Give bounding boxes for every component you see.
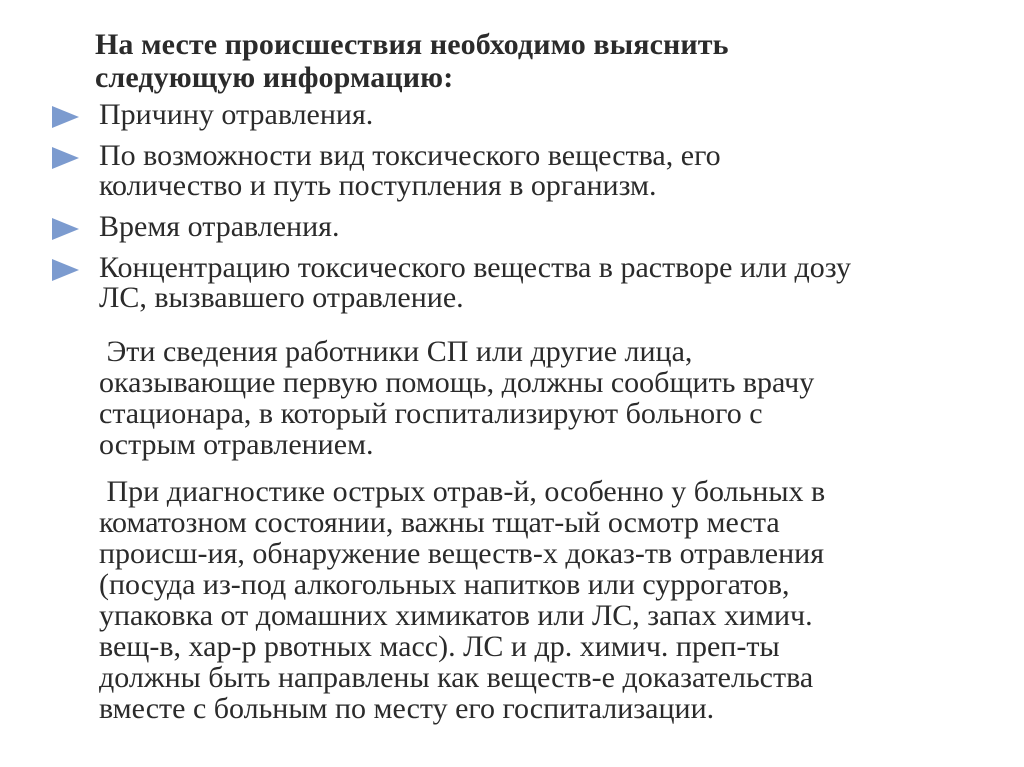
- bullet-item: [52, 100, 982, 130]
- bullet-text-line: Время отравления.: [99, 210, 340, 243]
- heading-line-1: На месте происшествия необходимо выяснить: [95, 28, 729, 61]
- paragraph-line: упаковка от домашних химикатов или ЛС, запах химич.: [99, 599, 813, 632]
- paragraph-line: вместе с больным по месту его госпитализации.: [99, 692, 715, 725]
- slide-heading: [95, 28, 975, 94]
- paragraph-line: происш-ия, обнаружение веществ-х доказ-тв отравления: [99, 537, 825, 570]
- triangle-bullet-icon: [52, 106, 79, 128]
- triangle-bullet-icon: [52, 218, 79, 240]
- bullet-text-line: По возможности вид токсического вещества, его: [99, 139, 721, 172]
- paragraph-line: должны быть направлены как веществ-е доказательства: [99, 661, 814, 694]
- triangle-bullet-icon: [52, 147, 79, 169]
- bullet-text-line: ЛС, вызвавшего отравление.: [99, 281, 464, 314]
- triangle-bullet-icon: [52, 259, 79, 281]
- paragraph-line: При диагностике острых отрав-й, особенно у больных в: [99, 475, 826, 508]
- bullet-item: [52, 253, 982, 313]
- bullet-text-line: Причину отравления.: [99, 98, 374, 131]
- bullet-list: [52, 100, 982, 324]
- bullet-item: [52, 212, 982, 242]
- bullet-text-line: Концентрацию токсического вещества в растворе или дозу: [99, 251, 852, 284]
- paragraph-line: вещ-в, хар-р рвотных масс). ЛС и др. химич. преп-ты: [99, 630, 780, 663]
- paragraph-line: острым отравлением.: [99, 428, 374, 461]
- paragraph-info-reporting: [99, 336, 979, 460]
- paragraph-line: стационара, в который госпитализируют больного с: [99, 397, 763, 430]
- bullet-item: [52, 141, 982, 201]
- paragraph-line: (посуда из-под алкогольных напитков или суррогатов,: [99, 568, 790, 601]
- bullet-text-line: количество и путь поступления в организм.: [99, 169, 657, 202]
- paragraph-line: Эти сведения работники СП или другие лица,: [99, 335, 693, 368]
- paragraph-diagnostics: [99, 476, 979, 724]
- heading-line-2: следующую информацию:: [95, 61, 454, 94]
- paragraph-line: коматозном состоянии, важны тщат-ый осмотр места: [99, 506, 780, 539]
- paragraph-line: оказывающие первую помощь, должны сообщить врачу: [99, 366, 815, 399]
